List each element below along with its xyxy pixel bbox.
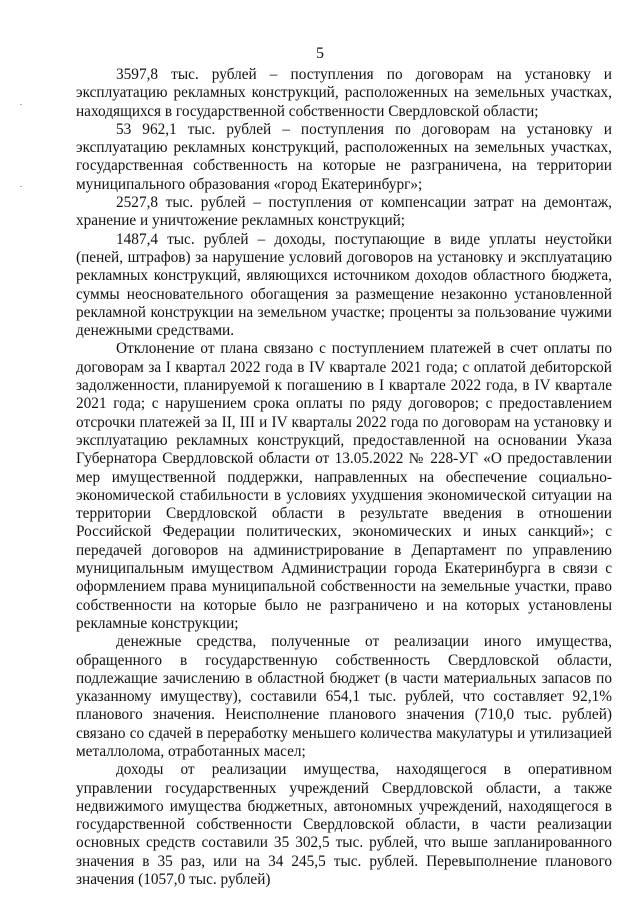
paragraph: денежные средства, полученные от реализации иного имущества, обращенного в государственную собственность Свердловской области, подлежащие зачислению в областной бюджет (в части материальных запасов по указанному имуществу), составили 654,1 тыс. рублей, что составляет 92,1% планового значения. Неисполнение планового значения (710,0 тыс. рублей) связано со сдачей в переработку меньшего количества макулатуры и утилизацией металлолома, отработанных масел;: [76, 633, 612, 760]
document-body: [76, 66, 612, 889]
paragraph: 53 962,1 тыс. рублей – поступления по договорам на установку и эксплуатацию рекламных конструкций, расположенных на земельных участках, государственная собственность на которые не разграничена, на территории муниципального образования «город Екатеринбург»;: [76, 120, 612, 193]
paragraph: Отклонение от плана связано с поступлением платежей в счет оплаты по договорам за I квартал 2022 года в IV квартале 2021 года; с оплатой дебиторской задолженности, планируемой к погашению в I квартале 2022 года, в IV квартале 2021 года; с нарушением срока оплаты по ряду договоров; с предоставлением отсрочки платежей за II, III и IV кварталы 2022 года по договорам на установку и эксплуатацию рекламных конструкций, предоставленной на основании Указа Губернатора Свердловской области от 13.05.2022 № 228-УГ «О предоставлении мер имущественной поддержки, направленных на обеспечение социально-экономической стабильности в условиях ухудшения экономической ситуации на территории Свердловской области в результате введения в отношении Российской Федерации политических, экономических и иных санкций»; с передачей договоров на администрирование в Департамент по управлению муниципальным имуществом Администрации города Екатеринбурга в связи с оформлением права муниципальной собственности на земельные участки, право собственности на которые было не разграничено и на которых установлены рекламные конструкции;: [76, 340, 612, 632]
scan-margin-mark: [20, 186, 22, 187]
paragraph: 1487,4 тыс. рублей – доходы, поступающие в виде уплаты неустойки (пеней, штрафов) за нарушение условий договоров на установку и эксплуатацию рекламных конструкций, являющихся источником доходов областного бюджета, суммы неосновательного обогащения за размещение незаконно установленной рекламной конструкции на земельном участке; проценты за пользование чужими денежными средствами.: [76, 230, 612, 340]
paragraph: доходы от реализации имущества, находящегося в оперативном управлении государственных учреждений Свердловской области, а также недвижимого имущества бюджетных, автономных учреждений, находящегося в государственной собственности Свердловской области, в части реализации основных средств составили 35 302,5 тыс. рублей, что выше запланированного значения в 35 раз, или на 34 245,5 тыс. рублей. Перевыполнение планового значения (1057,0 тыс. рублей): [76, 761, 612, 889]
paragraph: 3597,8 тыс. рублей – поступления по договорам на установку и эксплуатацию рекламных конструкций, расположенных на земельных участках, находящихся в государственной собственности Свердловской области;: [76, 66, 612, 120]
scan-margin-mark: [20, 104, 22, 105]
page-number: 5: [316, 45, 324, 62]
paragraph: 2527,8 тыс. рублей – поступления от компенсации затрат на демонтаж, хранение и уничтожение рекламных конструкций;: [76, 194, 612, 230]
